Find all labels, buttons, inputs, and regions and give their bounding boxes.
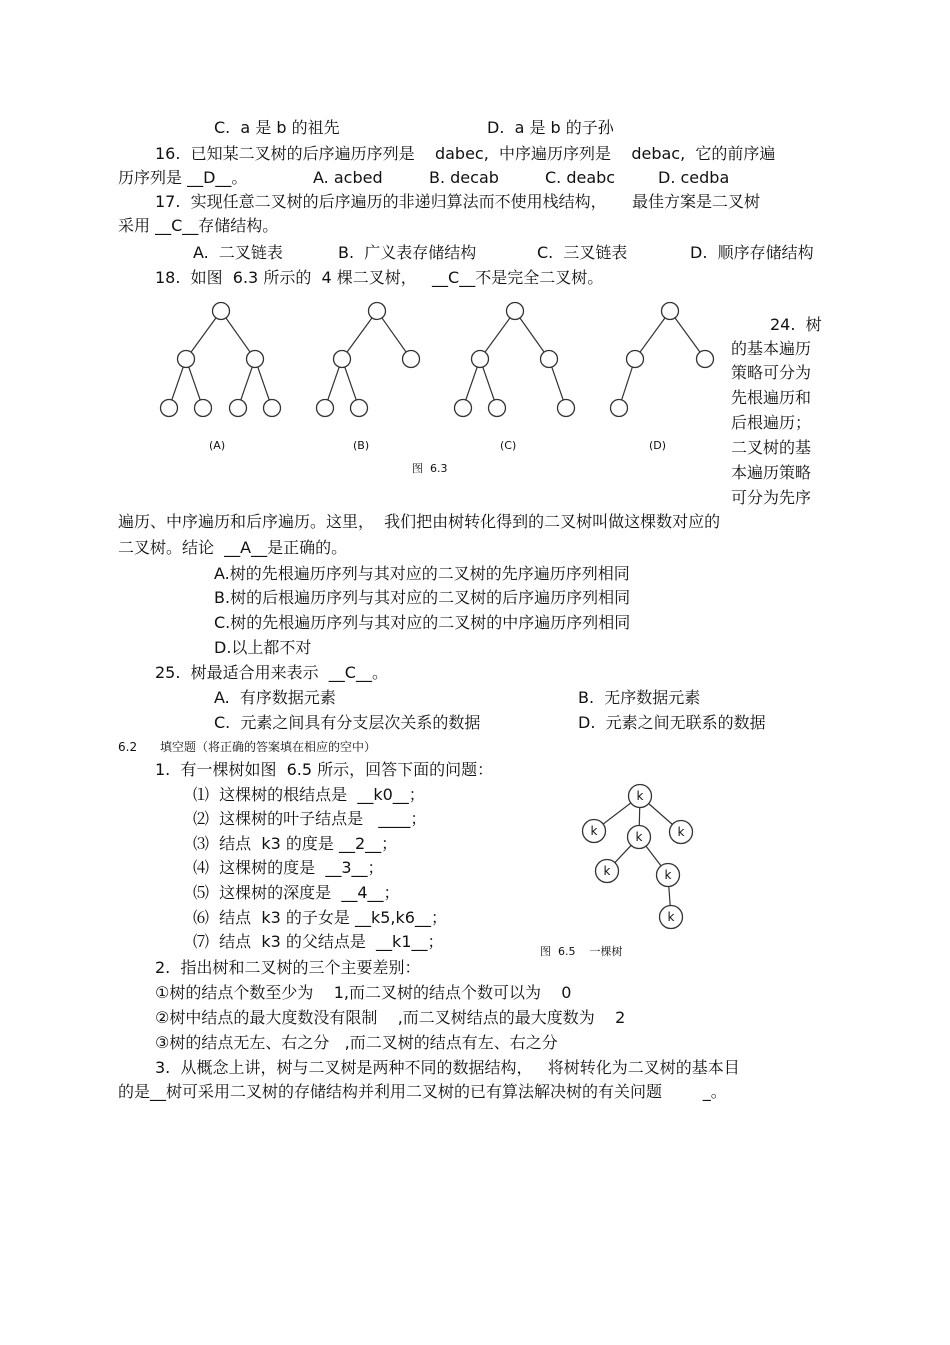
f1-item: ⑸ 这棵树的深度是 __4__； [193, 883, 400, 902]
q25-option-a: A. 有序数据元素 [214, 688, 336, 707]
q17-option-c: C. 三叉链表 [537, 243, 628, 262]
f1-item: ⑺ 结点 k3 的父结点是 __k1__； [193, 932, 444, 951]
f1-stem: 1. 有一棵树如图 6.5 所示，回答下面的问题： [155, 760, 494, 779]
q24-side-line: 的基本遍历 [731, 339, 812, 358]
q18-stem: 18. 如图 6.3 所示的 4 棵二叉树， __C__不是完全二叉树。 [155, 268, 604, 287]
q24-side-line: 24. 树 [770, 315, 822, 334]
q17-option-a: A. 二叉链表 [193, 243, 283, 262]
q24-side-line: 先根遍历和 [731, 388, 812, 407]
svg-text:k: k [636, 789, 644, 803]
f2-item: ①树的结点个数至少为 1,而二叉树的结点个数可以为 0 [155, 983, 572, 1002]
f1-item: ⑵ 这棵树的叶子结点是 ____； [193, 809, 427, 828]
tree-node [628, 826, 651, 849]
q24-side-line: 可分为先序 [731, 488, 812, 507]
tree-c-label: (C) [500, 439, 517, 452]
q24-stem: 遍历、中序遍历和后序遍历。这里， 我们把由树转化得到的二叉树叫做这棵数对应的 [118, 512, 721, 531]
q24-side-line: 策略可分为 [731, 363, 812, 382]
q24-side-line: 后根遍历； [731, 413, 812, 432]
q17-stem: 17. 实现任意二叉树的后序遍历的非递归算法而不使用栈结构， 最佳方案是二叉树 [155, 192, 761, 211]
svg-text:k: k [590, 824, 598, 838]
tree-a-label: (A) [209, 439, 226, 452]
f1-item: ⑶ 结点 k3 的度是 __2__； [193, 834, 398, 853]
tree-d-label: (D) [649, 439, 667, 452]
f2-item: ③树的结点无左、右之分 ,而二叉树的结点有左、右之分 [155, 1033, 558, 1052]
f1-item: ⑷ 这棵树的度是 __3__； [193, 858, 384, 877]
tree-node [660, 906, 683, 929]
q16-option-b: B. decab [429, 168, 499, 187]
q25-stem: 25. 树最适合用来表示 __C__。 [155, 663, 388, 682]
f1-item: ⑴ 这棵树的根结点是 __k0__； [193, 785, 425, 804]
q24-option-c: C.树的先根遍历序列与其对应的二叉树的中序遍历序列相同 [214, 613, 631, 632]
q15-option-c: C. a 是 b 的祖先 [214, 118, 340, 137]
q17-option-b: B. 广义表存储结构 [338, 243, 477, 262]
q24-answer: 二叉树。结论 __A__是正确的。 [118, 538, 348, 557]
tree-node [629, 785, 652, 808]
f2-item: ②树中结点的最大度数没有限制 ,而二叉树结点的最大度数为 2 [155, 1008, 626, 1027]
q25-option-c: C. 元素之间具有分支层次关系的数据 [214, 713, 481, 732]
f1-item: ⑹ 结点 k3 的子女是 __k5,k6__； [193, 908, 447, 927]
f3-stem: 3. 从概念上讲，树与二叉树是两种不同的数据结构， 将树转化为二叉树的基本目 [155, 1058, 740, 1077]
svg-text:k: k [603, 864, 611, 878]
q24-side-line: 本遍历策略 [731, 463, 812, 482]
tree-node [657, 864, 680, 887]
tree-node [596, 860, 619, 883]
q16-option-a: A. acbed [313, 168, 383, 187]
q15-option-d: D. a 是 b 的子孙 [487, 118, 614, 137]
figure-6-5-caption: 图 6.5 一棵树 [540, 945, 623, 958]
svg-text:k: k [667, 910, 675, 924]
q24-option-d: D.以上都不对 [214, 638, 312, 657]
figure-6-3-caption: 图 6.3 [412, 462, 448, 475]
q24-option-a: A.树的先根遍历序列与其对应的二叉树的先序遍历序列相同 [214, 564, 630, 583]
q16-option-c: C. deabc [545, 168, 616, 187]
q17-option-d: D. 顺序存储结构 [690, 243, 814, 262]
tree-b-label: (B) [353, 439, 370, 452]
section-6-2-heading: 6.2 填空题（将正确的答案填在相应的空中） [118, 740, 376, 754]
f3-answer: 的是__树可采用二叉树的存储结构并利用二叉树的已有算法解决树的有关问题 _。 [118, 1082, 727, 1101]
q16-answer: 历序列是 __D__。 [118, 168, 248, 187]
q24-option-b: B.树的后根遍历序列与其对应的二叉树的后序遍历序列相同 [214, 588, 631, 607]
q17-answer: 采用 __C__存储结构。 [118, 216, 279, 235]
q16-stem: 16. 已知某二叉树的后序遍历序列是 dabec, 中序遍历序列是 debac, 它的前序遍 [155, 144, 776, 163]
tree-node [583, 820, 606, 843]
q16-option-d: D. cedba [658, 168, 730, 187]
q24-side-line: 二叉树的基 [731, 438, 812, 457]
f2-stem: 2. 指出树和二叉树的三个主要差别： [155, 958, 421, 977]
svg-text:k: k [664, 868, 672, 882]
svg-text:k: k [635, 830, 643, 844]
q25-option-d: D. 元素之间无联系的数据 [578, 713, 766, 732]
svg-text:k: k [677, 825, 685, 839]
tree-node [670, 821, 693, 844]
q25-option-b: B. 无序数据元素 [578, 688, 701, 707]
